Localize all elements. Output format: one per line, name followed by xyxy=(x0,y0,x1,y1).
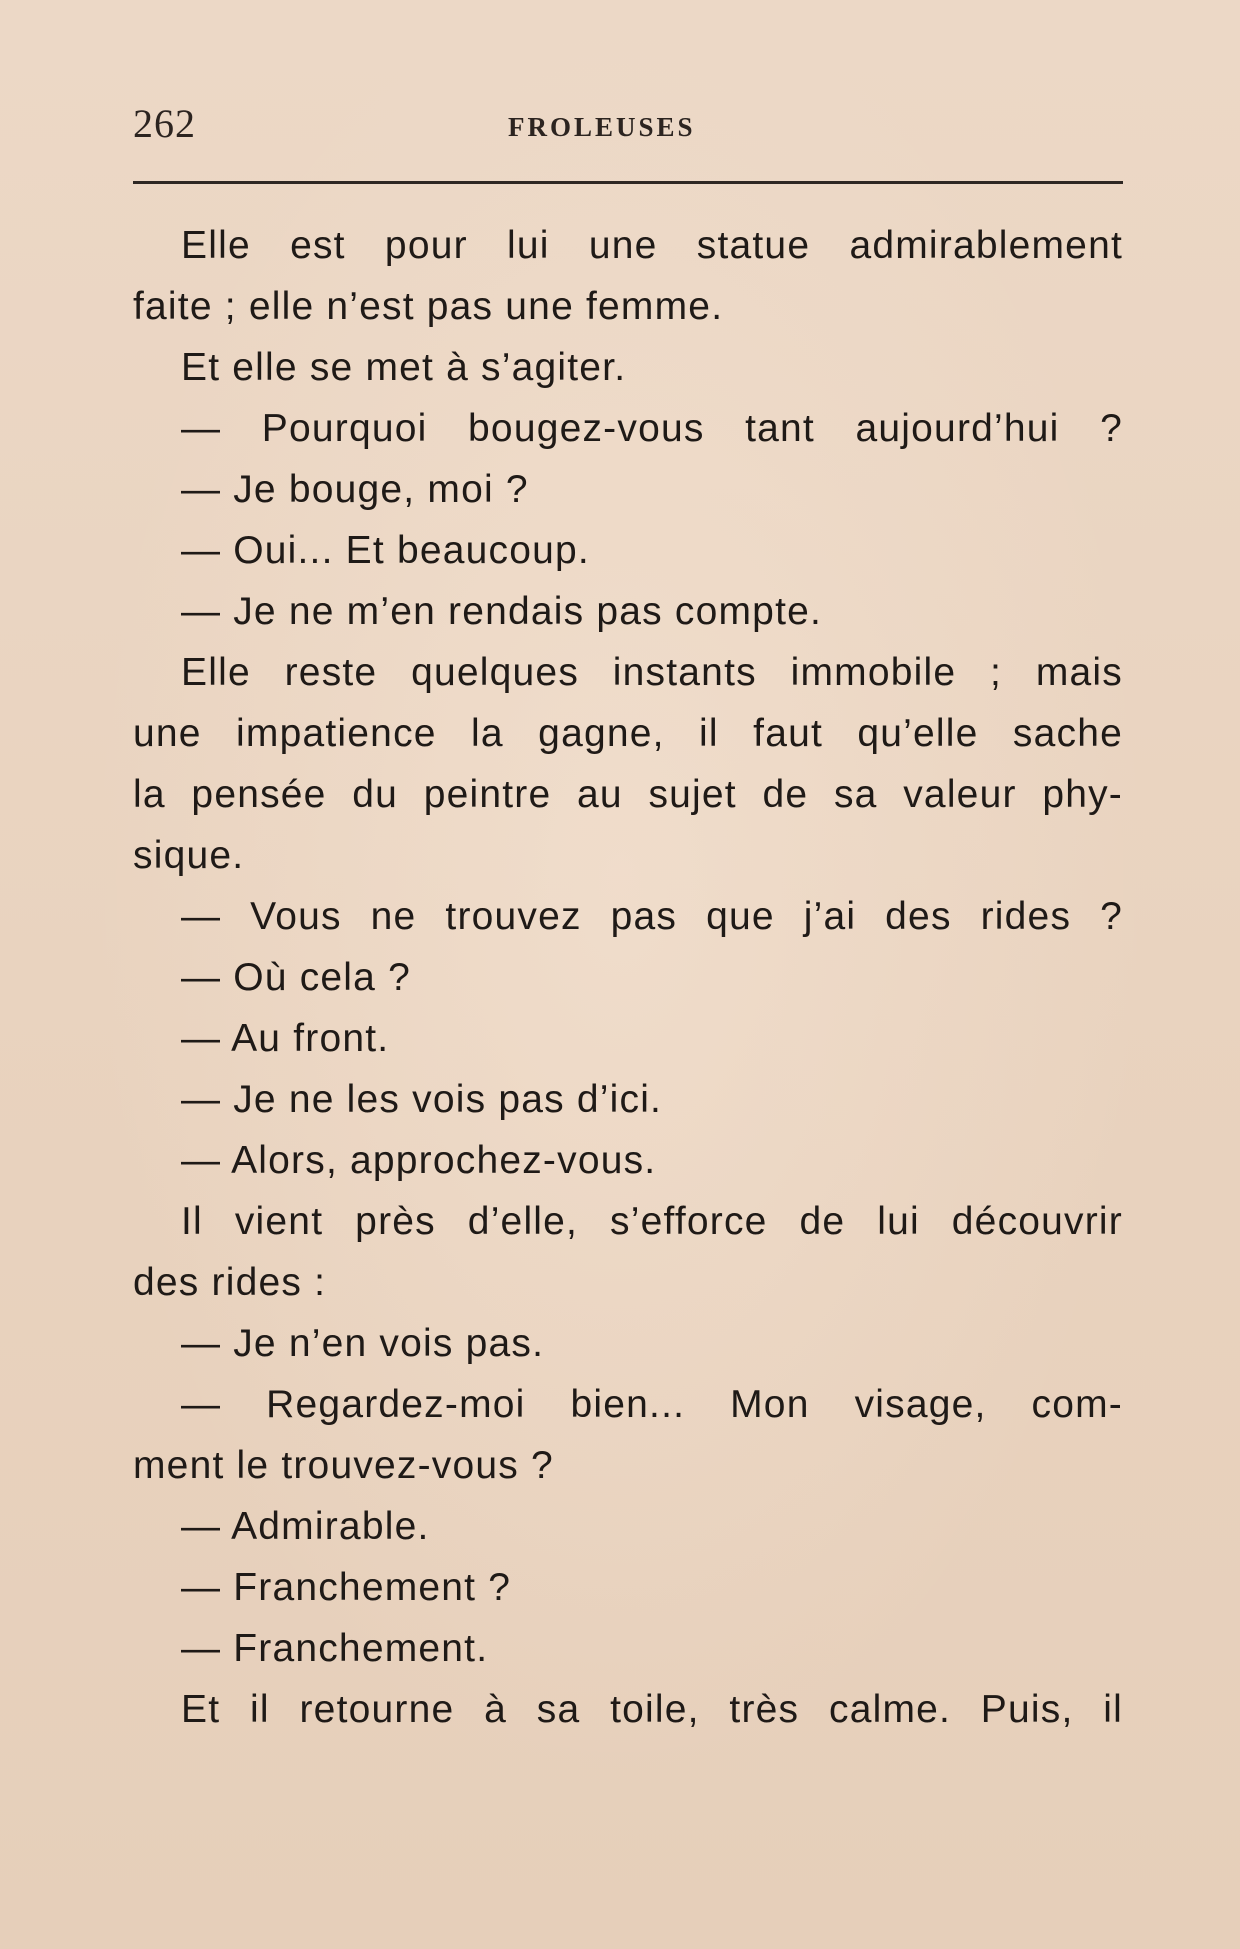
text-line: la pensée du peintre au sujet de sa valeur phy- xyxy=(133,773,1123,816)
text-line: faite ; elle n’est pas une femme. xyxy=(133,285,724,328)
text-line: une impatience la gagne, il faut qu’elle sache xyxy=(133,712,1123,755)
text-line: — Franchement ? xyxy=(181,1566,512,1609)
text-line: — Au front. xyxy=(181,1017,390,1060)
text-line: des rides : xyxy=(133,1261,327,1304)
text-line: — Je ne m’en rendais pas compte. xyxy=(181,590,823,633)
text-line: sique. xyxy=(133,834,245,877)
text-line: — Regardez-moi bien... Mon visage, com- xyxy=(181,1383,1123,1426)
text-line: Elle est pour lui une statue admirablement xyxy=(181,224,1123,267)
body-text xyxy=(133,215,1123,1740)
text-line: Elle reste quelques instants immobile ; mais xyxy=(181,651,1123,694)
text-line: — Franchement. xyxy=(181,1627,489,1670)
text-line: — Alors, approchez-vous. xyxy=(181,1139,657,1182)
text-line: — Vous ne trouvez pas que j’ai des rides ? xyxy=(181,895,1123,938)
text-line: Et elle se met à s’agiter. xyxy=(181,346,627,389)
page-header xyxy=(133,100,1123,150)
text-line: — Oui... Et beaucoup. xyxy=(181,529,590,572)
text-line: — Je n’en vois pas. xyxy=(181,1322,545,1365)
page-number: 262 xyxy=(133,101,196,146)
text-line: — Admirable. xyxy=(181,1505,430,1548)
header-rule xyxy=(133,181,1123,184)
text-line: — Je ne les vois pas d’ici. xyxy=(181,1078,663,1121)
running-title: FROLEUSES xyxy=(508,112,696,142)
text-line: Il vient près d’elle, s’efforce de lui découvrir xyxy=(181,1200,1123,1243)
text-line: ment le trouvez-vous ? xyxy=(133,1444,554,1487)
text-line: Et il retourne à sa toile, très calme. Puis, il xyxy=(181,1688,1123,1731)
text-line: — Je bouge, moi ? xyxy=(181,468,529,511)
text-line: — Où cela ? xyxy=(181,956,411,999)
text-line: — Pourquoi bougez-vous tant aujourd’hui ? xyxy=(181,407,1123,450)
